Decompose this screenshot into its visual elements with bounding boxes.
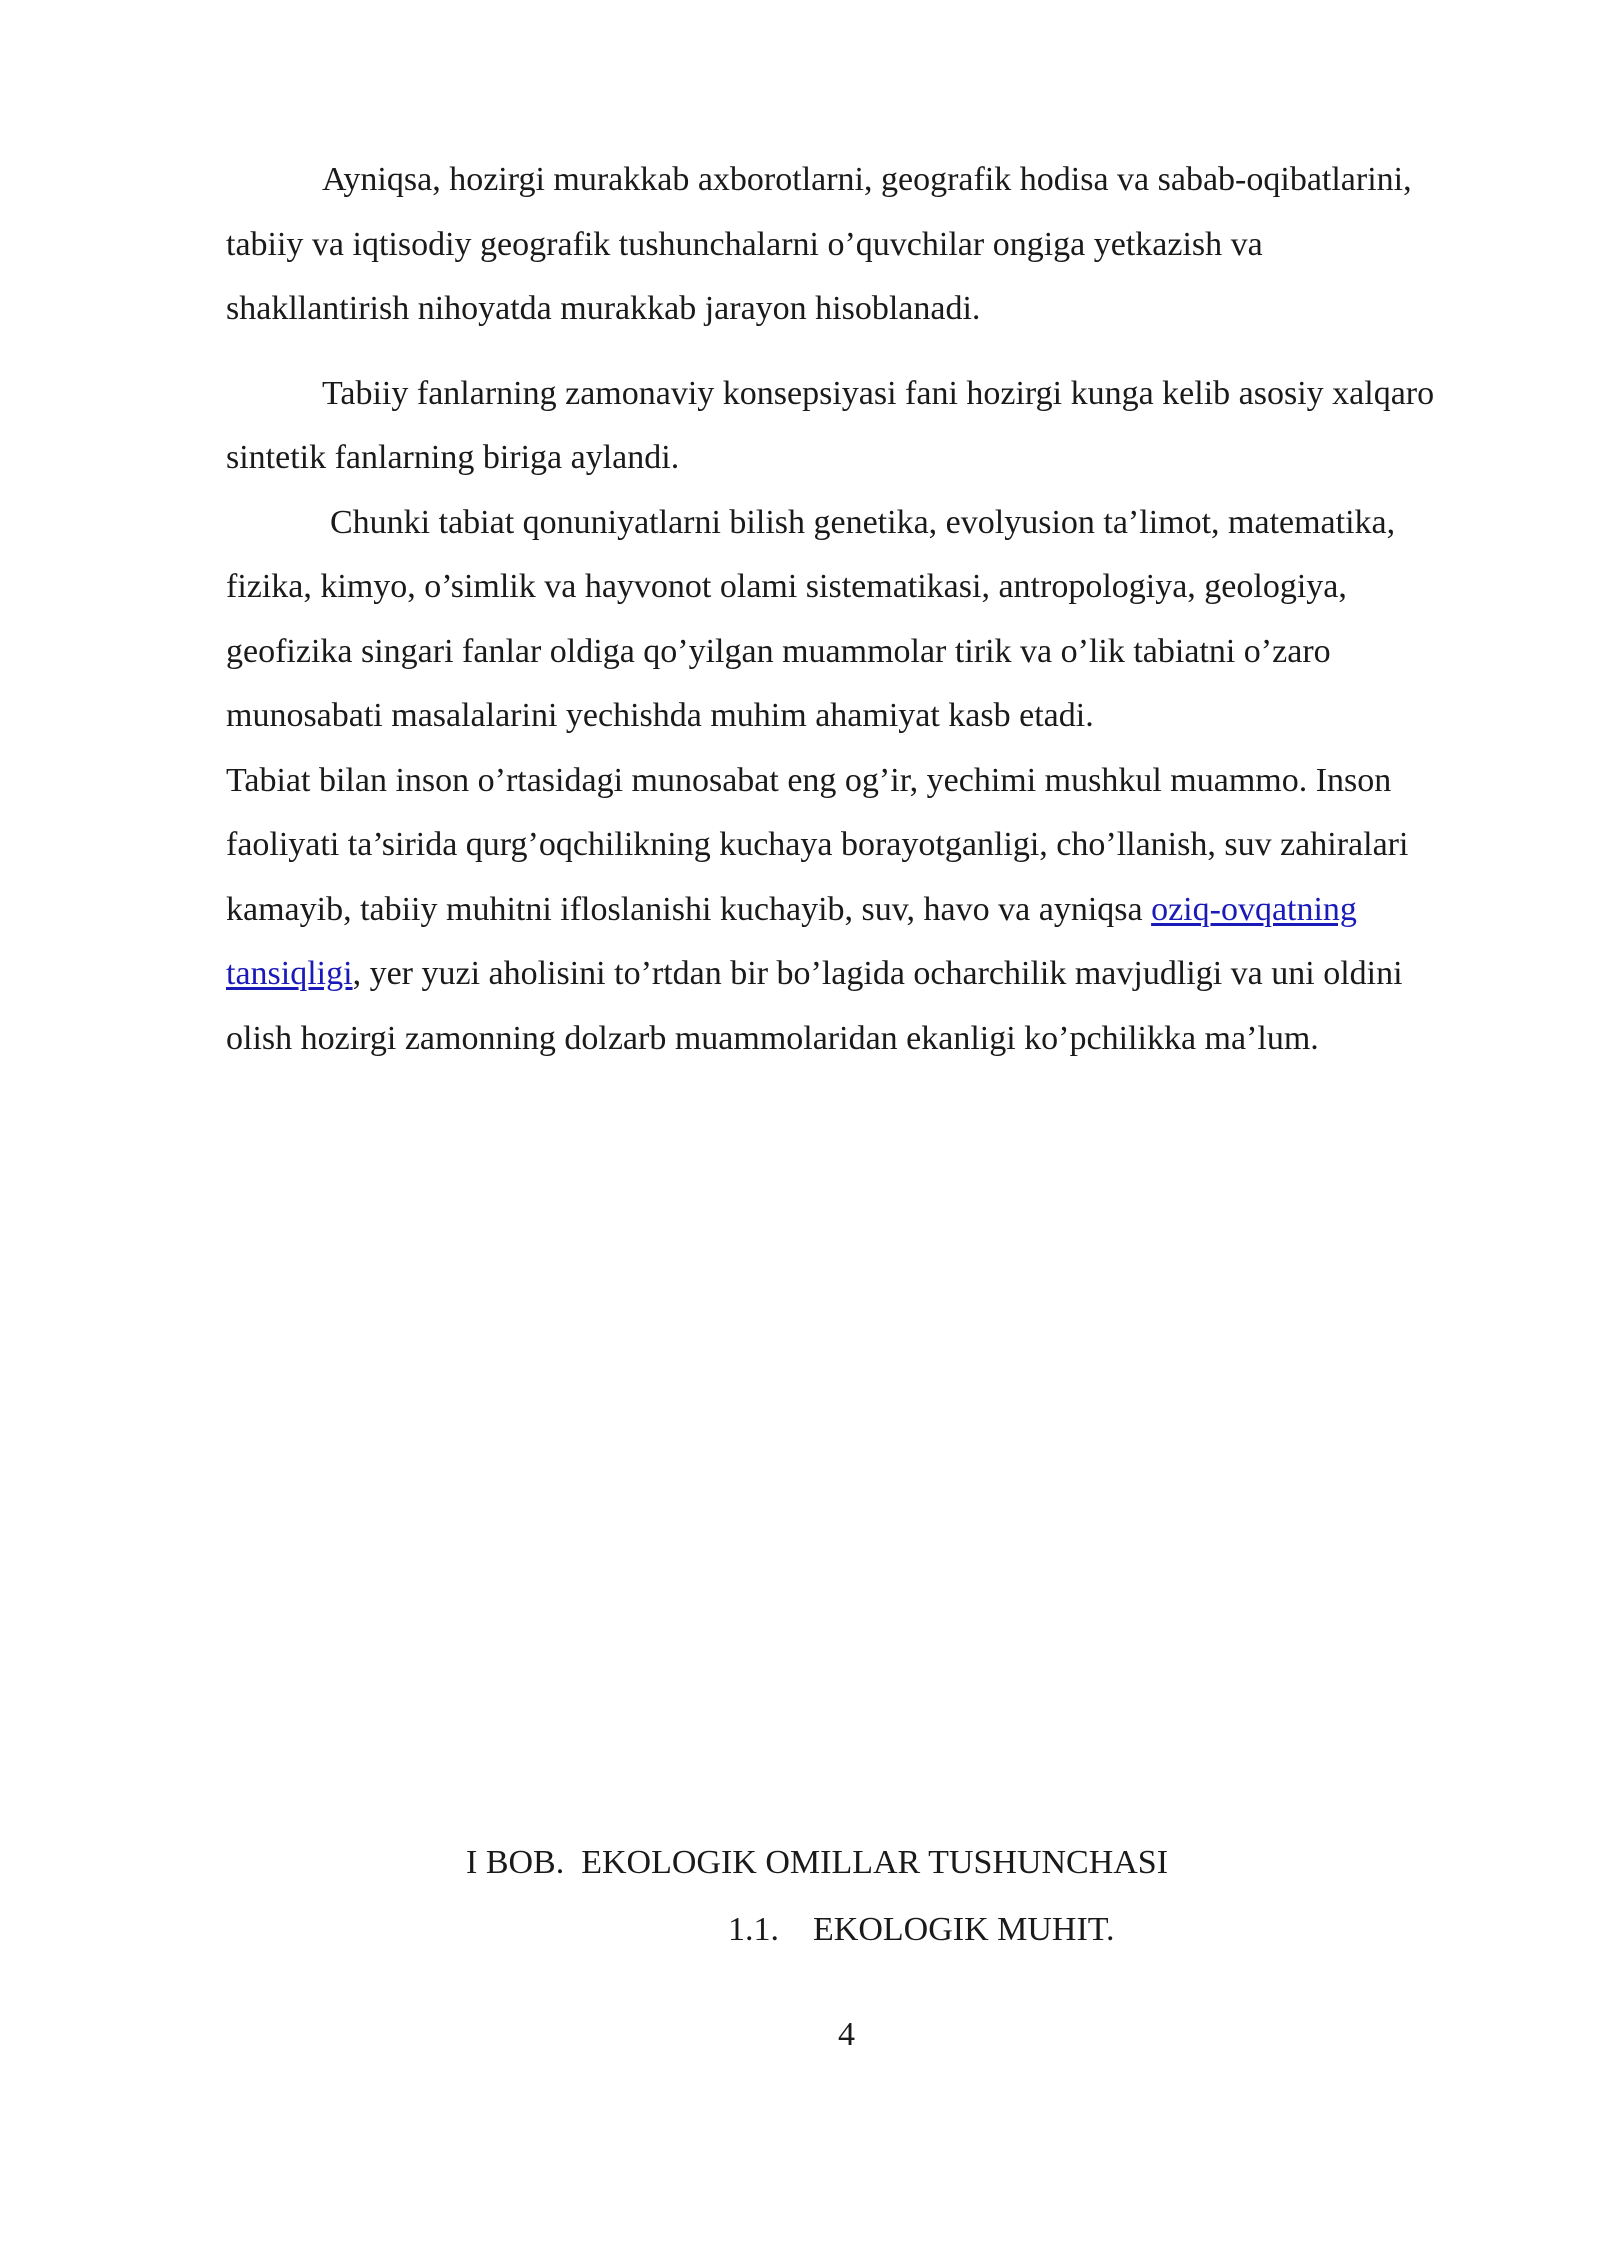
chapter-heading: I BOB. EKOLOGIK OMILLAR TUSHUNCHASI [466, 1844, 1169, 1881]
paragraph-natural-sciences: Tabiiy fanlarning zamonaviy konsepsiyasi fani hozirgi kunga kelib asosiy xalqaro sintetik fanlarning biriga aylandi. [226, 374, 1435, 476]
body-text [226, 148, 1436, 1071]
paragraph-intro: Ayniqsa, hozirgi murakkab axborotlarni, geografik hodisa va sabab-oqibatlarini, tabiiy va iqtisodiy geografik tushunchalarni o’quvchilar ongiga yetkazish va shakllantirish nihoyatda murakkab jarayon hisoblanadi. [226, 161, 1412, 327]
paragraph-text-start: Tabiat bilan inson o’rtasidagi munosabat eng og’ir, yechimi mushkul muammo. Inson faoliyati ta’sirida qurg’oqchilikning kuchaya borayotganligi, cho’llanish, suv zahiralari kamayib, tabiiy muhitni ifloslanishi kuchayib, suv, havo va ayniqsa [226, 761, 1409, 928]
paragraph-human-nature [226, 749, 1436, 1072]
food-scarcity-link[interactable]: oziq-ovqatning tansiqligi [226, 890, 1357, 992]
section-heading: 1.1. EKOLOGIK MUHIT. [728, 1911, 1115, 1948]
page-number: 4 [838, 2016, 855, 2053]
paragraph-text-end: , yer yuzi aholisini to’rtdan bir bo’lagida ocharchilik mavjudligi va uni oldini olish hozirgi zamonning dolzarb muammolaridan ekanligi ko’pchilikka ma’lum. [226, 955, 1403, 1057]
paragraph-nature-laws: Chunki tabiat qonuniyatlarni bilish genetika, evolyusion ta’limot, matematika, fizika, kimyo, o’simlik va hayvonot olami sistematikasi, antropologiya, geologiya, geofizika singari fanlar oldiga qo’yilgan muammolar tirik va o’lik tabiatni o’zaro munosabati masalalarini yechishda muhim ahamiyat kasb etadi. [226, 503, 1396, 734]
